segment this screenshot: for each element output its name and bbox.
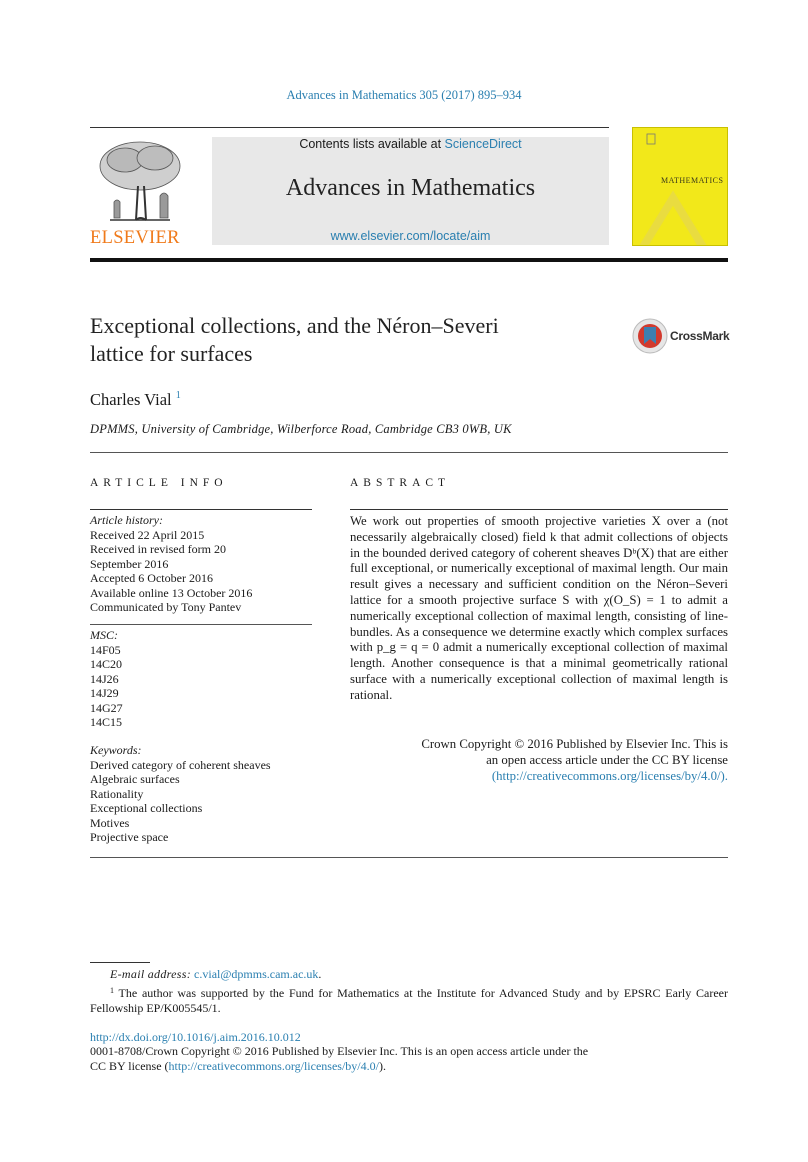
footer-copyright	[90, 1044, 710, 1074]
affiliation: DPMMS, University of Cambridge, Wilberforce Road, Cambridge CB3 0WB, UK	[90, 422, 512, 436]
sciencedirect-link[interactable]: ScienceDirect	[444, 137, 522, 151]
footnote-mark: 1	[110, 986, 114, 995]
footer-copyright-line-2	[90, 1059, 710, 1074]
footer-copyright-line-1: 0001-8708/Crown Copyright © 2016 Published by Elsevier Inc. This is an open access article under the	[90, 1044, 589, 1058]
elsevier-logo	[90, 136, 190, 248]
footnote-rule	[90, 962, 150, 963]
footer-license-link[interactable]: http://creativecommons.org/licenses/by/4.0/	[168, 1059, 379, 1073]
title-line-2: lattice for surfaces	[90, 341, 253, 366]
msc-item: 14F05	[90, 642, 121, 657]
footnote-text: The author was supported by the Fund for Mathematics at the Institute for Advanced Study and by EPSRC Early Career Fellowship EP/K005545/1.	[90, 986, 728, 1015]
license-link[interactable]: (http://creativecommons.org/licenses/by/4.0/).	[491, 768, 728, 783]
journal-citation[interactable]: Advances in Mathematics 305 (2017) 895–934	[286, 88, 522, 102]
abstract-text: We work out properties of smooth projective varieties X over a (not necessarily algebraically closed) field k that admit collections of objects in the bounded derived category of coherent sheaves Dᵇ(X) that are either full exceptional, or numerically exceptional of maximal length. Our main result gives a necessary and sufficient condition on the Néron–Severi lattice for a smooth projective surface S with χ(O_S) = 1 to admit a numerically exceptional collection of maximal length, consisting of line-bundles. As a consequence we determine exactly which complex surfaces with p_g = q = 0 admit a numerically exceptional collection of maximal length. Another consequence is that a minimal geometrically rational surface with a numerically exceptional collection of maximal length is rational.	[350, 514, 728, 702]
crossmark-icon	[632, 318, 670, 356]
journal-url-link[interactable]: www.elsevier.com/locate/aim	[330, 229, 491, 243]
article-history	[90, 513, 312, 615]
email-period: .	[318, 967, 322, 981]
history-item: Received 22 April 2015	[90, 527, 205, 542]
keyword-item: Projective space	[90, 830, 169, 844]
copyright-line-2: an open access article under the CC BY license	[486, 752, 728, 767]
msc-item: 14J29	[90, 686, 119, 700]
divider	[350, 509, 728, 510]
keyword-item: Derived category of coherent sheaves	[90, 757, 271, 772]
funding-footnote	[90, 983, 728, 1016]
msc-item: 14G27	[90, 700, 123, 715]
history-item: September 2016	[90, 556, 169, 571]
email-footnote	[110, 967, 321, 982]
history-item: Received in revised form 20	[90, 542, 226, 556]
email-link[interactable]: c.vial@dpmms.cam.ac.uk	[194, 967, 319, 981]
elsevier-tree-icon	[90, 136, 190, 228]
history-label: Article history:	[90, 513, 163, 527]
keyword-item: Rationality	[90, 786, 144, 801]
keyword-item: Algebraic surfaces	[90, 772, 180, 786]
contents-prefix: Contents lists available at	[299, 137, 445, 151]
history-item: Communicated by Tony Pantev	[90, 600, 242, 614]
keywords-label: Keywords:	[90, 743, 142, 757]
abstract-copyright	[350, 737, 728, 784]
divider	[90, 452, 728, 453]
cover-title: MATHEMATICS	[661, 176, 724, 185]
elsevier-wordmark: ELSEVIER	[90, 228, 180, 248]
msc-item: 14C15	[90, 715, 123, 729]
divider	[90, 509, 312, 510]
footer-license-prefix: CC BY license (	[90, 1059, 169, 1073]
keyword-item: Exceptional collections	[90, 801, 203, 815]
msc-item: 14C20	[90, 657, 123, 671]
keyword-item: Motives	[90, 815, 130, 830]
journal-name: Advances in Mathematics	[285, 175, 536, 201]
author-footnote-link[interactable]: 1	[175, 390, 181, 401]
title-line-1: Exceptional collections, and the Néron–Severi	[90, 313, 499, 338]
history-item: Accepted 6 October 2016	[90, 571, 213, 585]
history-item: Available online 13 October 2016	[90, 585, 253, 600]
msc-item: 14J26	[90, 671, 119, 686]
contents-line	[212, 137, 609, 151]
article-title	[90, 312, 560, 368]
author-name: Charles Vial	[90, 390, 172, 409]
doi-link[interactable]: http://dx.doi.org/10.1016/j.aim.2016.10.012	[90, 1030, 301, 1044]
journal-cover[interactable]	[632, 127, 728, 246]
email-label: E-mail address:	[110, 967, 192, 981]
footer-license-suffix: ).	[378, 1059, 386, 1073]
author-line	[90, 390, 181, 410]
divider	[90, 857, 728, 858]
msc-label: MSC:	[90, 628, 118, 642]
header-top-rule	[90, 127, 609, 128]
msc-codes	[90, 628, 312, 730]
header-thick-rule	[90, 258, 728, 262]
cover-art-icon	[633, 128, 728, 246]
crossmark-label[interactable]: CrossMark	[670, 329, 730, 343]
article-info-heading: ARTICLE INFO	[90, 477, 228, 489]
divider	[90, 624, 312, 625]
abstract-heading: ABSTRACT	[350, 477, 451, 489]
keywords	[90, 743, 312, 845]
copyright-line-1: Crown Copyright © 2016 Published by Elsevier Inc. This is	[421, 737, 728, 751]
